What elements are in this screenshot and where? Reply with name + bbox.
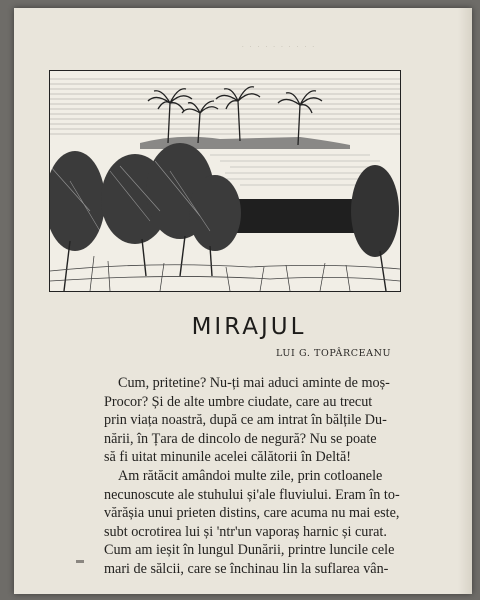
book-page	[14, 8, 472, 594]
landscape-illustration	[49, 70, 401, 292]
text-line: vărășia unui prieten distins, care acuma nu mai este,	[104, 505, 400, 522]
text-line: necunoscute ale stuhului și'ale fluviului. Eram în to-	[104, 486, 400, 503]
text-line: nării, în Țara de dincolo de negură? Nu se poate	[104, 430, 377, 447]
text-line: Procor? Și de alte umbre ciudate, care au trecut	[104, 393, 373, 410]
chapter-title: MIRAJUL	[191, 314, 307, 340]
body-text	[104, 374, 420, 577]
running-head: · · · · · · · · · ·	[241, 44, 317, 51]
text-line: prin viața noastră, după ce am intrat în bălțile Du-	[104, 412, 387, 429]
text-line: Cum, pritetine? Nu-ți mai aduci aminte de moș-	[118, 375, 390, 391]
text-line: Cum am ieșit în lungul Dunării, printre luncile cele	[104, 542, 395, 559]
author-line: LUI G. TOPÂRCEANU	[276, 348, 392, 359]
margin-mark	[76, 560, 84, 563]
text-line: Am rătăcit amândoi multe zile, prin cotloanele	[118, 467, 383, 484]
text-line: mari de sălcii, care se închinau lin la suflarea vân-	[104, 560, 389, 577]
text-line: subt ocrotirea lui și 'ntr'un vaporaș harnic și curat.	[104, 523, 387, 540]
palm-landscape-illustration-icon	[50, 71, 400, 291]
page-edge-shadow	[458, 8, 472, 594]
text-line: să fi uitat minunile acelei călătorii în Deltă!	[104, 449, 351, 466]
